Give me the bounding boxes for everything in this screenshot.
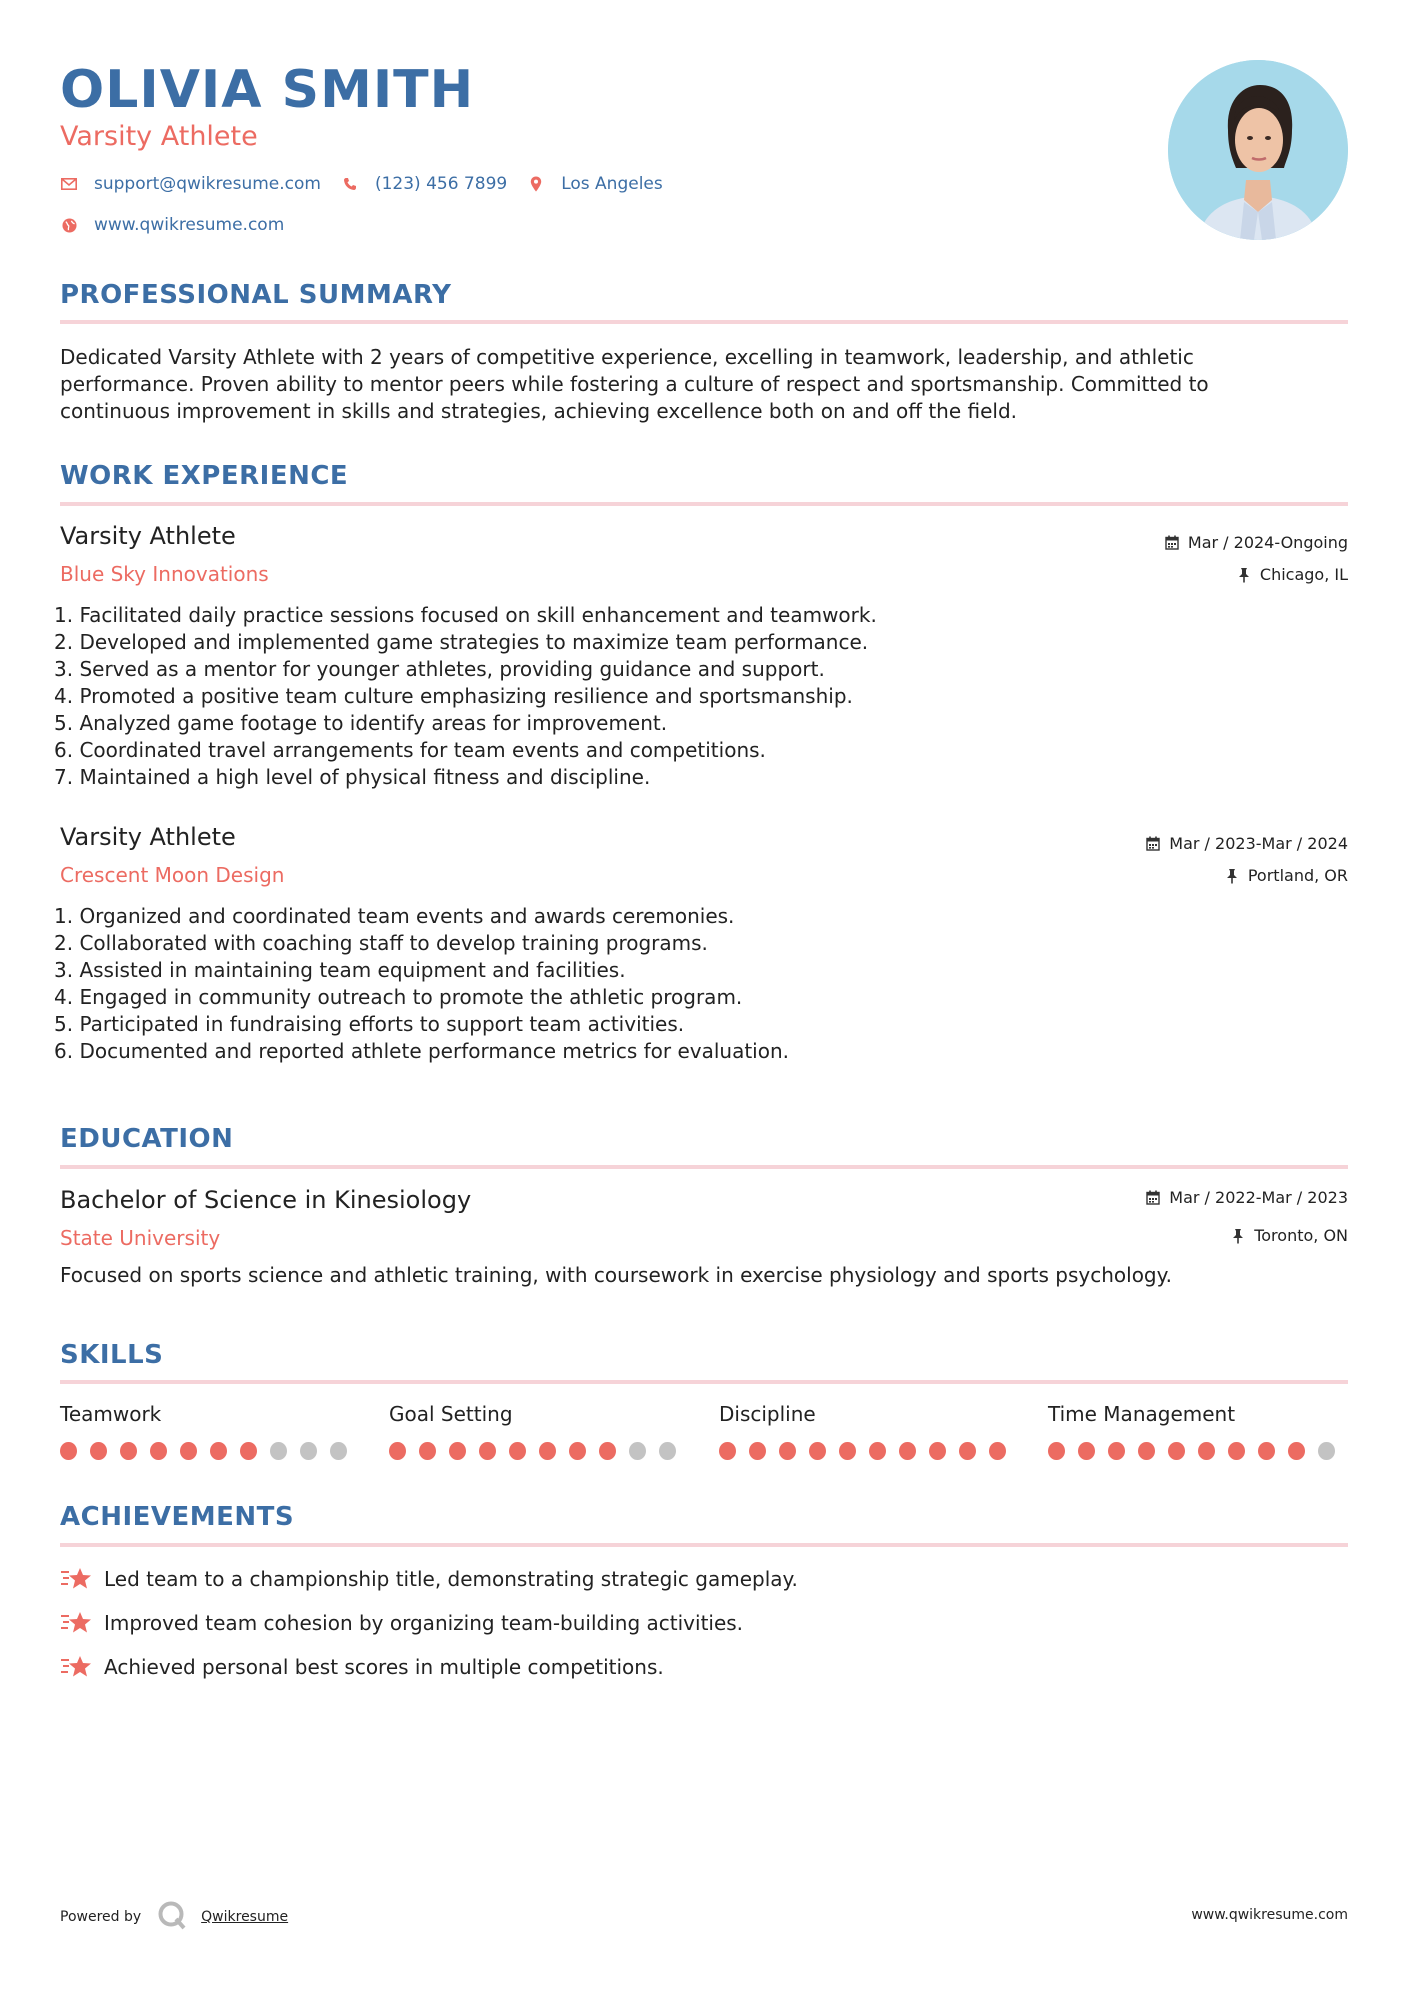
- skill-rating: [719, 1442, 1019, 1460]
- section-divider: [60, 1543, 1348, 1547]
- shooting-star-icon: [60, 1610, 92, 1636]
- list-item: 7. Maintained a high level of physical fitness and discipline.: [54, 765, 651, 789]
- job-dates: [1145, 834, 1348, 853]
- rating-dot-filled: [389, 1442, 406, 1460]
- job-company: Blue Sky Innovations: [60, 562, 269, 586]
- rating-dot-filled: [1078, 1442, 1095, 1460]
- rating-dot-filled: [1048, 1442, 1065, 1460]
- list-item: 4. Promoted a positive team culture emphasizing resilience and sportsmanship.: [54, 684, 853, 708]
- job-location-text: Chicago, IL: [1259, 565, 1348, 584]
- job-responsibilities: [54, 903, 1334, 1065]
- rating-dot-empty: [1318, 1442, 1335, 1460]
- rating-dot-filled: [120, 1442, 137, 1460]
- job-location: [1236, 565, 1348, 584]
- list-item: 5. Analyzed game footage to identify areas for improvement.: [54, 711, 668, 735]
- list-item: 1. Organized and coordinated team events and awards ceremonies.: [54, 904, 735, 928]
- rating-dot-filled: [479, 1442, 496, 1460]
- footer-branding: [60, 1900, 288, 1934]
- section-divider: [60, 1380, 1348, 1384]
- summary-line: continuous improvement in skills and strategies, achieving excellence both on and off the field.: [60, 399, 1018, 423]
- summary-heading: PROFESSIONAL SUMMARY: [60, 280, 452, 310]
- list-item: 1. Facilitated daily practice sessions focused on skill enhancement and teamwork.: [54, 603, 877, 627]
- job-location: [1224, 866, 1348, 885]
- achievements-heading: ACHIEVEMENTS: [60, 1502, 295, 1532]
- pushpin-icon: [1230, 1228, 1246, 1244]
- envelope-icon: [60, 175, 78, 193]
- website-row: [60, 215, 304, 235]
- contact-row: [60, 174, 683, 194]
- achievement-text: Led team to a championship title, demonstrating strategic gameplay.: [104, 1567, 798, 1591]
- rating-dot-filled: [449, 1442, 466, 1460]
- calendar-icon: [1145, 836, 1161, 852]
- skill-rating: [1048, 1442, 1348, 1460]
- rating-dot-filled: [719, 1442, 736, 1460]
- rating-dot-empty: [330, 1442, 347, 1460]
- list-item: 3. Assisted in maintaining team equipment and facilities.: [54, 958, 626, 982]
- job-responsibilities: [54, 602, 1334, 791]
- calendar-icon: [1145, 1190, 1161, 1206]
- summary-line: performance. Proven ability to mentor peers while fostering a culture of respect and sportsmanship. Committed to: [60, 372, 1209, 396]
- job-dates: [1164, 533, 1348, 552]
- education-dates: [1145, 1188, 1348, 1207]
- rating-dot-empty: [270, 1442, 287, 1460]
- rating-dot-filled: [210, 1442, 227, 1460]
- shooting-star-icon: [60, 1654, 92, 1680]
- rating-dot-filled: [1168, 1442, 1185, 1460]
- education-location: [1230, 1226, 1348, 1245]
- rating-dot-filled: [150, 1442, 167, 1460]
- school-name: State University: [60, 1226, 221, 1250]
- website-link[interactable]: www.qwikresume.com: [94, 215, 285, 235]
- rating-dot-filled: [839, 1442, 856, 1460]
- rating-dot-filled: [240, 1442, 257, 1460]
- rating-dot-filled: [60, 1442, 77, 1460]
- achievement-item: [60, 1610, 743, 1636]
- footer-website[interactable]: www.qwikresume.com: [1191, 1907, 1348, 1923]
- shooting-star-icon: [60, 1566, 92, 1592]
- rating-dot-filled: [1288, 1442, 1305, 1460]
- summary-line: Dedicated Varsity Athlete with 2 years of competitive experience, excelling in teamwork, leadership, and athletic: [60, 345, 1194, 369]
- email-link[interactable]: support@qwikresume.com: [94, 174, 321, 194]
- skill-item: [60, 1402, 360, 1460]
- achievement-item: [60, 1654, 664, 1680]
- rating-dot-filled: [1258, 1442, 1275, 1460]
- skill-name: Goal Setting: [389, 1402, 513, 1426]
- skill-item: [1048, 1402, 1348, 1460]
- profile-photo: [1168, 60, 1348, 240]
- qwikresume-logo-icon: [157, 1900, 187, 1934]
- rating-dot-filled: [989, 1442, 1006, 1460]
- rating-dot-filled: [959, 1442, 976, 1460]
- experience-heading: WORK EXPERIENCE: [60, 461, 349, 491]
- skill-name: Teamwork: [60, 1402, 162, 1426]
- rating-dot-filled: [419, 1442, 436, 1460]
- rating-dot-filled: [180, 1442, 197, 1460]
- rating-dot-filled: [599, 1442, 616, 1460]
- job-dates-text: Mar / 2023-Mar / 2024: [1169, 834, 1348, 853]
- rating-dot-filled: [90, 1442, 107, 1460]
- rating-dot-filled: [1228, 1442, 1245, 1460]
- list-item: 3. Served as a mentor for younger athletes, providing guidance and support.: [54, 657, 825, 681]
- rating-dot-filled: [1198, 1442, 1215, 1460]
- job-role: Varsity Athlete: [60, 522, 236, 550]
- skill-name: Time Management: [1048, 1402, 1236, 1426]
- rating-dot-filled: [1108, 1442, 1125, 1460]
- skill-item: [719, 1402, 1019, 1460]
- rating-dot-filled: [569, 1442, 586, 1460]
- calendar-icon: [1164, 535, 1180, 551]
- list-item: 6. Coordinated travel arrangements for team events and competitions.: [54, 738, 766, 762]
- rating-dot-filled: [929, 1442, 946, 1460]
- achievement-item: [60, 1566, 798, 1592]
- phone-number[interactable]: (123) 456 7899: [374, 174, 508, 194]
- job-dates-text: Mar / 2024-Ongoing: [1187, 533, 1348, 552]
- education-location-text: Toronto, ON: [1254, 1226, 1348, 1245]
- summary-text: [60, 344, 1350, 425]
- map-pin-icon: [527, 175, 545, 193]
- skill-rating: [389, 1442, 689, 1460]
- education-description: Focused on sports science and athletic training, with coursework in exercise physiology and sports psychology.: [60, 1263, 1172, 1287]
- powered-by-label: Powered by: [60, 1909, 142, 1925]
- skill-rating: [60, 1442, 360, 1460]
- rating-dot-filled: [539, 1442, 556, 1460]
- achievement-text: Achieved personal best scores in multiple competitions.: [104, 1655, 664, 1679]
- list-item: 4. Engaged in community outreach to promote the athletic program.: [54, 985, 743, 1009]
- degree-title: Bachelor of Science in Kinesiology: [60, 1186, 472, 1214]
- rating-dot-filled: [1138, 1442, 1155, 1460]
- rating-dot-empty: [629, 1442, 646, 1460]
- job-company: Crescent Moon Design: [60, 863, 285, 887]
- skill-name: Discipline: [719, 1402, 816, 1426]
- list-item: 6. Documented and reported athlete performance metrics for evaluation.: [54, 1039, 790, 1063]
- skill-item: [389, 1402, 689, 1460]
- list-item: 2. Developed and implemented game strategies to maximize team performance.: [54, 630, 869, 654]
- location-text: Los Angeles: [561, 174, 663, 194]
- rating-dot-filled: [749, 1442, 766, 1460]
- pushpin-icon: [1236, 567, 1252, 583]
- education-dates-text: Mar / 2022-Mar / 2023: [1169, 1188, 1348, 1207]
- skills-heading: SKILLS: [60, 1340, 164, 1370]
- education-heading: EDUCATION: [60, 1124, 234, 1154]
- qwikresume-link[interactable]: Qwikresume: [201, 1909, 289, 1925]
- job-location-text: Portland, OR: [1247, 866, 1348, 885]
- section-divider: [60, 1165, 1348, 1169]
- section-divider: [60, 320, 1348, 324]
- job-role: Varsity Athlete: [60, 823, 236, 851]
- rating-dot-empty: [300, 1442, 317, 1460]
- candidate-name: OLIVIA SMITH: [60, 60, 475, 120]
- candidate-title: Varsity Athlete: [60, 121, 258, 152]
- rating-dot-filled: [809, 1442, 826, 1460]
- rating-dot-empty: [659, 1442, 676, 1460]
- pushpin-icon: [1224, 868, 1240, 884]
- rating-dot-filled: [509, 1442, 526, 1460]
- list-item: 5. Participated in fundraising efforts to support team activities.: [54, 1012, 685, 1036]
- list-item: 2. Collaborated with coaching staff to develop training programs.: [54, 931, 708, 955]
- achievement-text: Improved team cohesion by organizing team-building activities.: [104, 1611, 744, 1635]
- section-divider: [60, 502, 1348, 506]
- phone-icon: [341, 175, 359, 193]
- rating-dot-filled: [869, 1442, 886, 1460]
- globe-icon: [60, 216, 78, 234]
- rating-dot-filled: [899, 1442, 916, 1460]
- rating-dot-filled: [779, 1442, 796, 1460]
